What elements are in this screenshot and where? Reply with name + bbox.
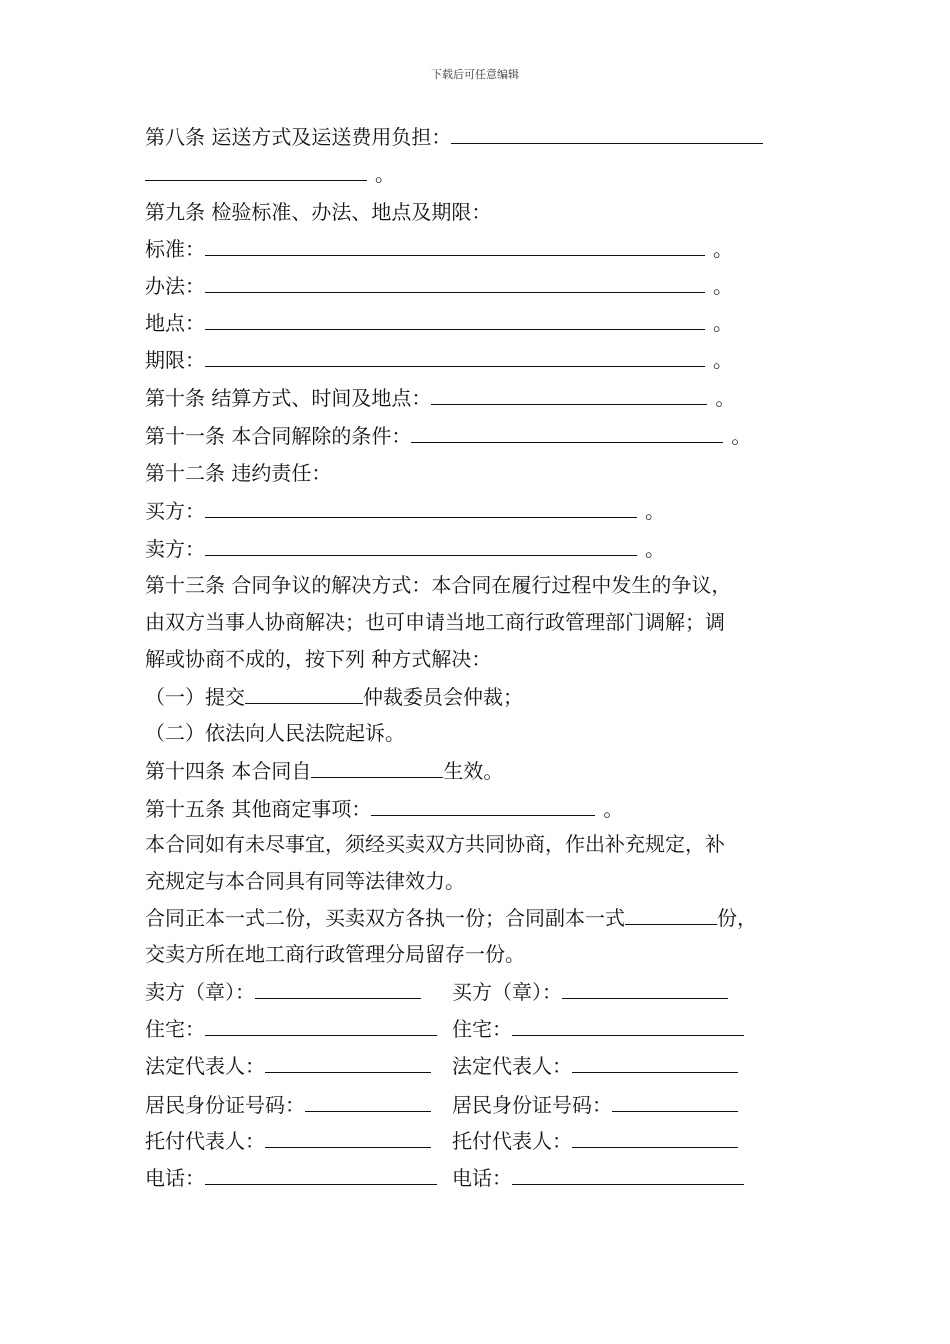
buyer-legal-rep-label: 法定代表人： [452,1054,572,1078]
article8-line [145,123,763,150]
buyer-label: 买方： [145,499,205,523]
article8-text: 第八条 运送方式及运送费用负担： [145,125,452,149]
article13-line2: 由双方当事人协商解决；也可申请当地工商行政管理部门调解；调 [145,610,725,634]
option1-post: 仲裁委员会仲裁； [363,685,523,709]
buyer-agent-field[interactable] [572,1127,738,1148]
header-note: 下载后可任意编辑 [431,68,519,81]
copies-pre: 合同正本一式二份，买卖双方各执一份；合同副本一式 [145,906,625,930]
buyer-id-label: 居民身份证号码： [452,1093,612,1117]
signature-row-seal-right [452,978,728,1005]
signature-row-legal-rep-right [452,1052,738,1079]
seller-id-field[interactable] [305,1091,431,1112]
copies-count-field[interactable] [625,904,717,925]
item-label: 办法： [145,274,205,298]
other-matters-field[interactable] [371,795,595,816]
standard-blank-field[interactable] [205,235,705,256]
signature-row-phone [145,1164,437,1191]
signature-row-seal [145,978,421,1005]
option1-pre: （一）提交 [145,685,245,709]
seller-seal-field[interactable] [255,978,421,999]
buyer-legal-rep-field[interactable] [572,1052,738,1073]
seller-liability-field[interactable] [205,535,637,556]
item-end: 。 [713,237,733,261]
article14-line [145,757,503,784]
article9-title: 第九条 检验标准、办法、地点及期限： [145,200,492,224]
supplement-line1: 本合同如有未尽事宜，须经买卖双方共同协商，作出补充规定，补 [145,832,725,856]
signature-row-id [145,1091,431,1118]
buyer-liability-field[interactable] [205,497,637,518]
item-label: 地点： [145,311,205,335]
seller-label: 卖方： [145,537,205,561]
copies-post: 份， [717,906,757,930]
signature-row-id-right [452,1091,738,1118]
article13-option1 [145,683,523,710]
item-end: 。 [713,348,733,372]
signature-row-legal-rep [145,1052,431,1079]
seller-legal-rep-field[interactable] [265,1052,431,1073]
place-blank-field[interactable] [205,309,705,330]
buyer-seal-label: 买方（章）： [452,980,562,1004]
article10-text: 第十条 结算方式、时间及地点： [145,386,432,410]
article9-item-standard [145,235,733,262]
article9-item-place [145,309,733,336]
article8-blank-field[interactable] [451,123,763,144]
seller-id-label: 居民身份证号码： [145,1093,305,1117]
article12-title: 第十二条 违约责任： [145,461,332,485]
seller-agent-label: 托付代表人： [145,1129,265,1153]
article12-seller [145,535,665,562]
seller-legal-rep-label: 法定代表人： [145,1054,265,1078]
item-end: 。 [713,311,733,335]
buyer-address-label: 住宅： [452,1017,512,1041]
effective-date-field[interactable] [311,757,443,778]
method-blank-field[interactable] [205,272,705,293]
article10-end: 。 [715,386,736,410]
signature-row-agent-right [452,1127,738,1154]
article11-end: 。 [731,424,752,448]
article9-item-method [145,272,733,299]
article14-post: 生效。 [443,759,504,783]
item-label: 标准： [145,237,205,261]
item-end: 。 [713,274,733,298]
buyer-phone-label: 电话： [452,1166,512,1190]
seller-end: 。 [645,537,665,561]
signature-row-address [145,1015,437,1042]
article13-line1: 第十三条 合同争议的解决方式：本合同在履行过程中发生的争议， [145,573,732,597]
buyer-agent-label: 托付代表人： [452,1129,572,1153]
article15-end: 。 [603,797,624,821]
signature-row-agent [145,1127,431,1154]
article11-line [145,422,751,449]
article8-blank-field-cont[interactable] [145,160,367,181]
item-label: 期限： [145,348,205,372]
article11-blank-field[interactable] [411,422,723,443]
article8-end: 。 [375,162,395,186]
article15-text: 第十五条 其他商定事项： [145,797,372,821]
copies-line1 [145,904,757,931]
article15-line [145,795,623,822]
copies-line2: 交卖方所在地工商行政管理分局留存一份。 [145,942,525,966]
article14-pre: 第十四条 本合同自 [145,759,312,783]
buyer-address-field[interactable] [512,1015,744,1036]
signature-row-phone-right [452,1164,744,1191]
seller-phone-label: 电话： [145,1166,205,1190]
signature-row-address-right [452,1015,744,1042]
article12-buyer [145,497,665,524]
buyer-id-field[interactable] [612,1091,738,1112]
buyer-seal-field[interactable] [562,978,728,999]
article11-text: 第十一条 本合同解除的条件： [145,424,412,448]
seller-agent-field[interactable] [265,1127,431,1148]
seller-address-label: 住宅： [145,1017,205,1041]
period-blank-field[interactable] [205,346,705,367]
buyer-end: 。 [645,499,665,523]
arbitration-commission-field[interactable] [245,683,363,704]
article8-line2 [145,160,395,187]
supplement-line2: 充规定与本合同具有同等法律效力。 [145,869,465,893]
buyer-phone-field[interactable] [512,1164,744,1185]
article13-line3: 解或协商不成的，按下列 种方式解决： [145,647,492,671]
seller-seal-label: 卖方（章）： [145,980,255,1004]
article10-line [145,384,735,411]
article10-blank-field[interactable] [431,384,707,405]
article9-item-period [145,346,733,373]
seller-address-field[interactable] [205,1015,437,1036]
seller-phone-field[interactable] [205,1164,437,1185]
article13-option2: （二）依法向人民法院起诉。 [145,721,405,745]
